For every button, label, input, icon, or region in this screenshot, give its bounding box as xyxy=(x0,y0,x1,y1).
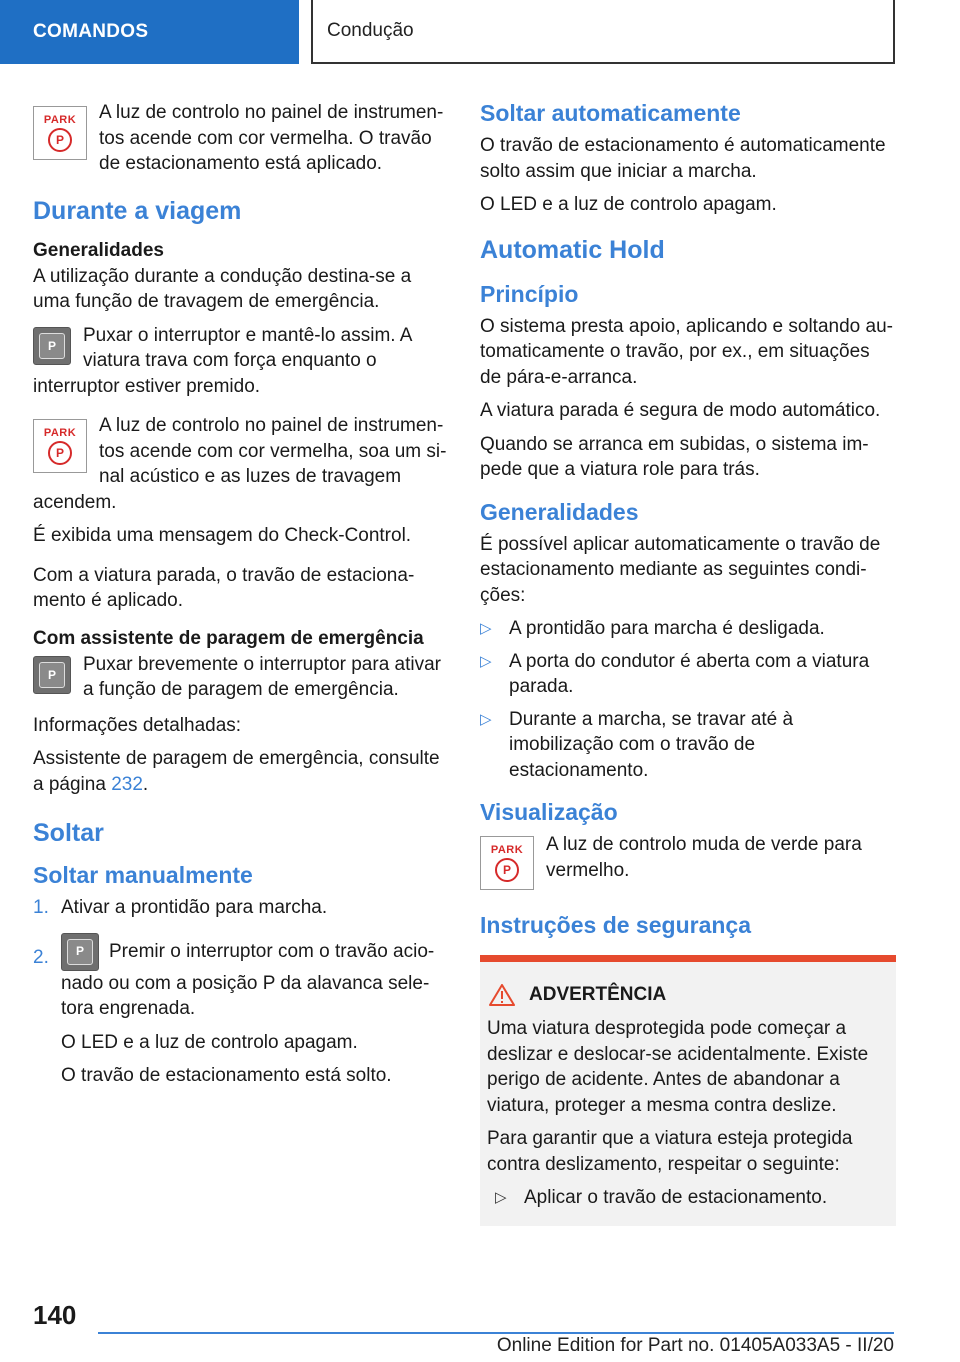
text-utilizacao: A utilização durante a condução destina-se a uma função de travagem de emergência. xyxy=(33,265,412,312)
warning-bullets xyxy=(487,1185,888,1211)
conditions-list xyxy=(480,616,896,783)
left-column xyxy=(33,100,447,1097)
text-viatura-parada: Com a viatura parada, o travão de estacionamento é aplicado. xyxy=(33,564,415,611)
heading-visualizacao: Visualização xyxy=(480,799,618,825)
text-subidas: Quando se arranca em subidas, o sistema impede que a viatura role para trás. xyxy=(480,433,869,480)
park-warning-icon: PARK P xyxy=(480,836,534,890)
list-item: ▷ Durante a marcha, se travar até à imobilização com o travão de estacionamento. xyxy=(480,708,794,781)
park-warning-icon: PARK P xyxy=(33,106,87,160)
warning-text-2: Para garantir que a viatura esteja protegida contra deslizamento, respeitar o seguinte: xyxy=(487,1128,853,1175)
heading-soltar: Soltar xyxy=(33,819,104,847)
switch-block-2 xyxy=(33,652,447,703)
heading-soltar-auto: Soltar automaticamente xyxy=(480,100,741,126)
list-item: 1. Ativar a prontidão para marcha. xyxy=(33,897,328,918)
warning-text-1: Uma viatura desprotegida pode começar a deslizar e deslocar-se acidentalmente. Existe perigo de acidente. Antes de abandonar a viatura, proteger a mesma contra deslize. xyxy=(487,1018,869,1116)
park-indicator-block-2 xyxy=(33,413,447,515)
list-item: ▷ A porta do condutor é aberta com a viatura parada. xyxy=(480,650,870,697)
text-led-apagam: O LED e a luz de controlo apagam. xyxy=(480,194,777,215)
text-checkcontrol: É exibida uma mensagem do Check-Control. xyxy=(33,525,412,546)
warning-triangle-icon xyxy=(489,984,515,1006)
park-warning-icon: PARK P xyxy=(33,419,87,473)
text-puxar: Puxar o interruptor e mantê-lo assim. A viatura trava com força enquanto o interruptor estiver premido. xyxy=(33,324,412,397)
subheading-assistente: Com assistente de paragem de emergência xyxy=(33,627,424,649)
text-sistema: O sistema presta apoio, aplicando e soltando automaticamente o travão, por ex., em situações de pára-e-arranca. xyxy=(480,315,893,388)
heading-principio: Princípio xyxy=(480,280,579,307)
warning-title: ADVERTÊNCIA xyxy=(487,984,888,1006)
triangle-bullet-icon: ▷ xyxy=(495,1189,507,1206)
park-indicator-block xyxy=(33,100,447,177)
parking-brake-switch-icon: P xyxy=(61,933,99,971)
list-item: 2. P Premir o interruptor com o travão acionado ou com a posição P da alavanca seletora engrenada. xyxy=(33,933,447,1022)
park-indicator-block-3 xyxy=(480,832,896,894)
text-informacoes: Informações detalhadas: xyxy=(33,714,242,736)
heading-seguranca: Instruções de segurança xyxy=(480,912,751,938)
heading-durante-viagem: Durante a viagem xyxy=(33,196,242,225)
list-item: ▷ A prontidão para marcha é desligada. xyxy=(480,616,896,642)
text-led-apagam: O LED e a luz de controlo apagam. xyxy=(61,1031,358,1053)
text-luz-controlo: A luz de controlo no painel de instrumentos acende com cor vermelha, soa um sinal acústico e as luzes de travagem acendem. xyxy=(33,415,447,513)
right-column xyxy=(480,100,896,1226)
section-title: Condução xyxy=(311,0,895,64)
footer-edition: Online Edition for Part no. 01405A033A5 - II/20 xyxy=(496,1335,894,1356)
triangle-bullet-icon: ▷ xyxy=(480,710,492,728)
parking-brake-switch-icon: P xyxy=(33,327,71,365)
list-item: ▷ Aplicar o travão de estacionamento. xyxy=(495,1185,888,1211)
heading-automatic-hold: Automatic Hold xyxy=(480,235,665,264)
text-segura: A viatura parada é segura de modo automático. xyxy=(480,400,881,421)
warning-box xyxy=(480,955,896,1226)
chapter-tab: COMANDOS xyxy=(0,0,299,64)
text-possivel: É possível aplicar automaticamente o travão de estacionamento mediante as seguintes condições: xyxy=(480,533,881,606)
switch-block-1 xyxy=(33,323,447,400)
triangle-bullet-icon: ▷ xyxy=(480,620,492,637)
text-visualizacao: A luz de controlo muda de verde para vermelho. xyxy=(546,834,862,881)
subheading-generalidades: Generalidades xyxy=(33,239,164,261)
page-reference-link[interactable]: 232 xyxy=(111,773,143,795)
release-steps xyxy=(33,895,447,1022)
park-intro-text: A luz de controlo no painel de instrumentos acende com cor vermelha. O travão de estacionamento está aplicado. xyxy=(99,102,444,174)
footer-divider xyxy=(98,1332,894,1334)
heading-generalidades: Generalidades xyxy=(480,498,639,525)
parking-brake-switch-icon: P xyxy=(33,656,71,694)
page-number: 140 xyxy=(33,1300,77,1330)
text-puxar-brevemente: Puxar brevemente o interruptor para ativar a função de paragem de emergência. xyxy=(83,653,442,700)
text-consulte: Assistente de paragem de emergência, consulte a página 232. xyxy=(33,748,440,795)
heading-soltar-manual: Soltar manualmente xyxy=(33,862,253,888)
text-travao-solto: O travão de estacionamento está solto. xyxy=(61,1065,392,1086)
text-auto: O travão de estacionamento é automaticamente solto assim que iniciar a marcha. xyxy=(480,135,886,182)
triangle-bullet-icon: ▷ xyxy=(480,652,492,670)
